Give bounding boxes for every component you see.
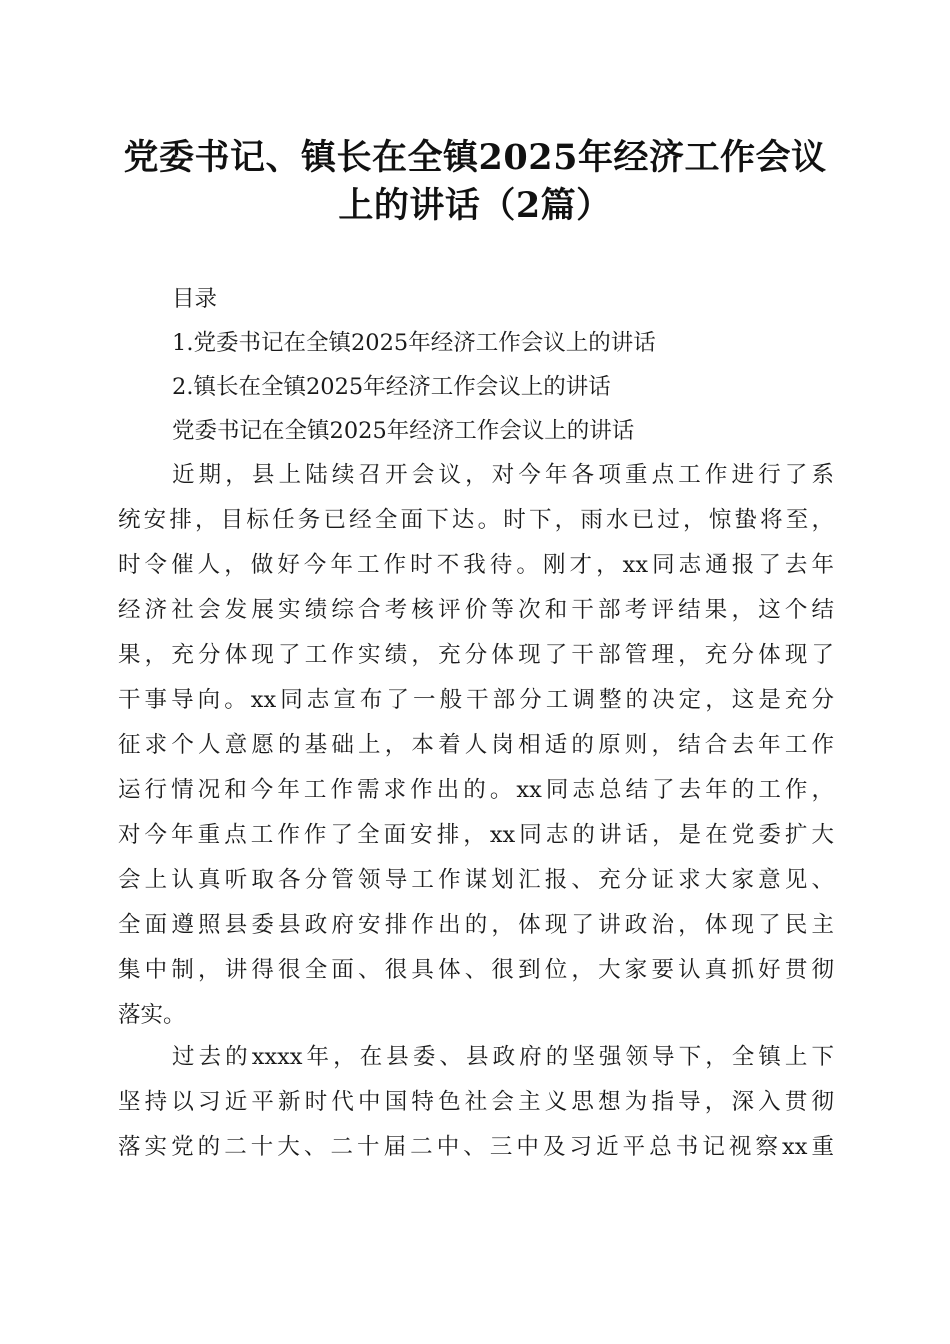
paragraph-1-line: 果，充分体现了工作实绩，充分体现了干部管理，充分体现了 [118, 642, 834, 668]
paragraph-1-line: 干事导向。xx同志宣布了一般干部分工调整的决定，这是充分 [118, 687, 834, 713]
paragraph-1-line: 时令催人，做好今年工作时不我待。刚才，xx同志通报了去年 [118, 552, 834, 578]
paragraph-1-line: 经济社会发展实绩综合考核评价等次和干部考评结果，这个结 [118, 597, 834, 623]
paragraph-2-line: 落实党的二十大、二十届二中、三中及习近平总书记视察xx重 [118, 1134, 834, 1160]
paragraph-1-line: 全面遵照县委县政府安排作出的，体现了讲政治，体现了民主 [118, 912, 834, 938]
paragraph-1-line: 对今年重点工作作了全面安排，xx同志的讲话，是在党委扩大 [118, 822, 834, 848]
paragraph-1-line: 落实。 [118, 1002, 186, 1028]
paragraph-1-line: 会上认真听取各分管领导工作谋划汇报、充分证求大家意见、 [118, 867, 834, 893]
paragraph-1-line: 征求个人意愿的基础上，本着人岗相适的原则，结合去年工作 [118, 732, 834, 758]
title-line-2: 上的讲话（2篇） [338, 185, 612, 226]
toc-item-2: 2.镇长在全镇2025年经济工作会议上的讲话 [172, 374, 611, 400]
paragraph-1-line: 集中制，讲得很全面、很具体、很到位，大家要认真抓好贯彻 [118, 957, 834, 983]
toc-item-1: 1.党委书记在全镇2025年经济工作会议上的讲话 [172, 330, 656, 356]
section-title: 党委书记在全镇2025年经济工作会议上的讲话 [172, 418, 635, 444]
paragraph-2-line: 过去的xxxx年，在县委、县政府的坚强领导下，全镇上下 [172, 1044, 834, 1070]
title-line-1: 党委书记、镇长在全镇2025年经济工作会议 [123, 137, 827, 178]
document-title [100, 134, 850, 230]
paragraph-2-line: 坚持以习近平新时代中国特色社会主义思想为指导，深入贯彻 [118, 1089, 834, 1115]
paragraph-1-line: 近期，县上陆续召开会议，对今年各项重点工作进行了系 [172, 462, 834, 488]
toc-heading: 目录 [172, 286, 218, 312]
paragraph-1-line: 运行情况和今年工作需求作出的。xx同志总结了去年的工作， [118, 777, 834, 803]
paragraph-1-line: 统安排，目标任务已经全面下达。时下，雨水已过，惊蛰将至， [118, 507, 834, 533]
